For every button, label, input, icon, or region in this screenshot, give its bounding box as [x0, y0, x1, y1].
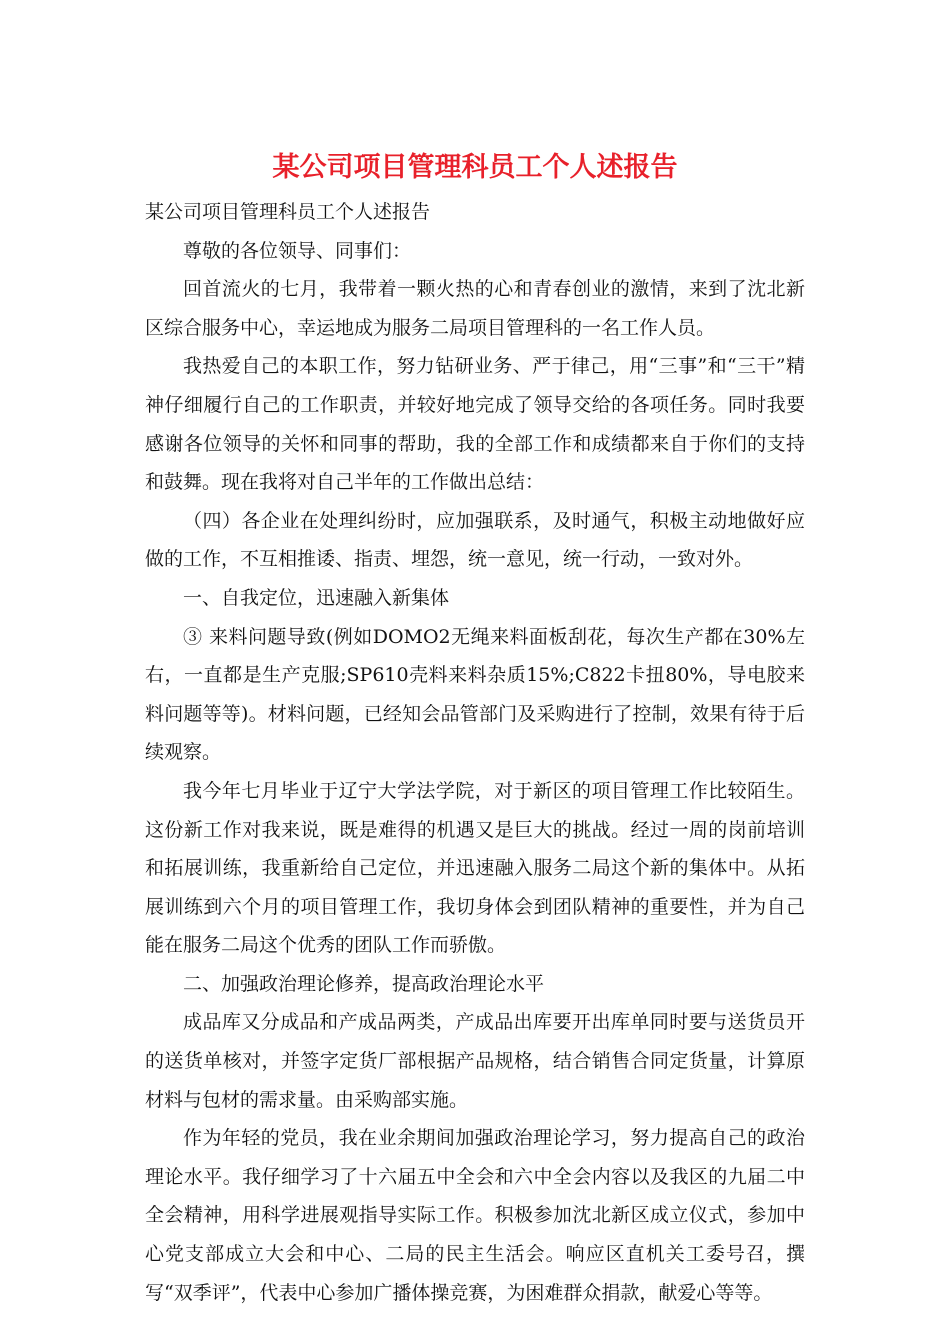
document-body	[145, 193, 805, 1312]
salutation-paragraph: 尊敬的各位领导、同事们：	[183, 239, 412, 262]
body-paragraph: 作为年轻的党员，我在业余期间加强政治理论学习，努力提高自己的政治理论水平。我仔细学习了十六届五中全会和六中全会内容以及我区的九届二中全会精神，用科学进展观指导实际工作。积极参加沈北新区成立仪式，参加中心党支部成立大会和中心、二局的民主生活会。响应区直机关工委号召，撰写“双季评”，代表中心参加广播体操竞赛，为困难群众捐款，献爱心等等。	[145, 1127, 805, 1304]
body-paragraph: 我热爱自己的本职工作，努力钻研业务、严于律己，用“三事”和“三干”精神仔细履行自己的工作职责，并较好地完成了领导交给的各项任务。同时我要感谢各位领导的关怀和同事的帮助，我的全部工作和成绩都来自于你们的支持和鼓舞。现在我将对自己半年的工作做出总结：	[145, 355, 805, 494]
body-paragraph: 回首流火的七月，我带着一颗火热的心和青春创业的激情，来到了沈北新区综合服务中心，幸运地成为服务二局项目管理科的一名工作人员。	[145, 278, 805, 339]
document-title: 某公司项目管理科员工个人述报告	[272, 152, 678, 183]
section-heading: 二、加强政治理论修养，提高政治理论水平	[183, 972, 545, 995]
body-paragraph: 成品库又分成品和产成品两类，产成品出库要开出库单同时要与送货员开的送货单核对，并签字定货厂部根据产品规格，结合销售合同定货量，计算原材料与包材的需求量。由采购部实施。	[145, 1011, 805, 1111]
body-paragraph: （四）各企业在处理纠纷时，应加强联系，及时通气，积极主动地做好应做的工作，不互相推诿、指责、埋怨，统一意见，统一行动，一致对外。	[145, 509, 805, 571]
subtitle-paragraph: 某公司项目管理科员工个人述报告	[145, 201, 431, 223]
section-heading: 一、自我定位，迅速融入新集体	[183, 586, 450, 609]
body-paragraph: ③ 来料问题导致(例如DOMO2无绳来料面板刮花，每次生产都在30%左右，一直都是生产克服;SP610壳料来料杂质15%;C822卡扭80%，导电胶来料问题等等)。材料问题，已经知会品管部门及采购进行了控制，效果有待于后续观察。	[145, 625, 805, 764]
body-paragraph: 我今年七月毕业于辽宁大学法学院，对于新区的项目管理工作比较陌生。这份新工作对我来说，既是难得的机遇又是巨大的挑战。经过一周的岗前培训和拓展训练，我重新给自己定位，并迅速融入服务二局这个新的集体中。从拓展训练到六个月的项目管理工作，我切身体会到团队精神的重要性，并为自己能在服务二局这个优秀的团队工作而骄傲。	[145, 779, 805, 957]
